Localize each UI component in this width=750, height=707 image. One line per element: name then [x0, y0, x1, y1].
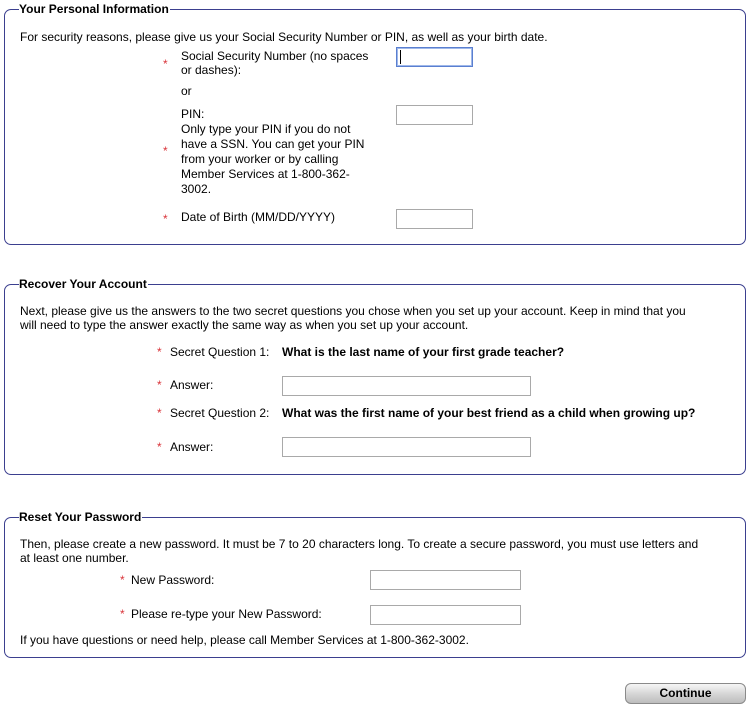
pin-help-line3: from your worker or by calling	[181, 152, 339, 166]
pin-label: PIN:	[181, 107, 205, 121]
answer1-label: Answer:	[170, 378, 214, 392]
ssn-required-marker: *	[163, 57, 168, 71]
continue-button[interactable]: Continue	[625, 683, 746, 704]
answer1-required-marker: *	[157, 378, 162, 392]
recover-intro-line2: will need to type the answer exactly the same way as when you set up your account.	[20, 318, 469, 332]
personal-info-section	[4, 2, 746, 245]
help-text: If you have questions or need help, please call Member Services at 1-800-362-3002.	[20, 633, 469, 647]
recover-account-legend: Recover Your Account	[19, 277, 147, 291]
q2-required-marker: *	[157, 406, 162, 420]
answer1-input[interactable]	[282, 376, 531, 396]
dob-required-marker: *	[163, 212, 168, 226]
retype-password-required-marker: *	[120, 607, 125, 621]
ssn-input[interactable]	[396, 47, 473, 67]
pin-required-marker: *	[163, 144, 168, 158]
retype-password-input[interactable]	[370, 605, 521, 625]
q1-required-marker: *	[157, 345, 162, 359]
new-password-input[interactable]	[370, 570, 521, 590]
recover-intro-line1: Next, please give us the answers to the two secret questions you chose when you set up your account. Keep in mind that you	[20, 304, 686, 318]
retype-password-label: Please re-type your New Password:	[131, 607, 322, 621]
answer2-label: Answer:	[170, 440, 214, 454]
dob-label: Date of Birth (MM/DD/YYYY)	[181, 210, 336, 224]
reset-intro-line1: Then, please create a new password. It must be 7 to 20 characters long. To create a secure password, you must use letters and	[20, 537, 699, 551]
ssn-label-line1: Social Security Number (no spaces	[181, 49, 369, 63]
pin-help-line4: Member Services at 1-800-362-	[181, 167, 350, 181]
secret-question-2-text: What was the first name of your best friend as a child when growing up?	[282, 406, 696, 420]
secret-question-1-text: What is the last name of your first grade teacher?	[282, 345, 565, 359]
ssn-caret	[400, 50, 401, 64]
personal-info-intro: For security reasons, please give us your Social Security Number or PIN, as well as your birth date.	[20, 30, 548, 44]
answer2-input[interactable]	[282, 437, 531, 457]
secret-question-1-label: Secret Question 1:	[170, 345, 270, 359]
secret-question-2-label: Secret Question 2:	[170, 406, 270, 420]
personal-info-legend: Your Personal Information	[19, 2, 169, 16]
reset-intro-line2: at least one number.	[20, 551, 129, 565]
pin-help-line1: Only type your PIN if you do not	[181, 122, 351, 136]
pin-help-line2: have a SSN. You can get your PIN	[181, 137, 365, 151]
answer2-required-marker: *	[157, 440, 162, 454]
pin-help-line5: 3002.	[181, 182, 212, 196]
or-text: or	[181, 84, 192, 98]
ssn-label-line2: or dashes):	[181, 63, 242, 77]
new-password-label: New Password:	[131, 573, 215, 587]
reset-password-legend: Reset Your Password	[19, 510, 142, 524]
new-password-required-marker: *	[120, 573, 125, 587]
dob-input[interactable]	[396, 209, 473, 229]
pin-input[interactable]	[396, 105, 473, 125]
